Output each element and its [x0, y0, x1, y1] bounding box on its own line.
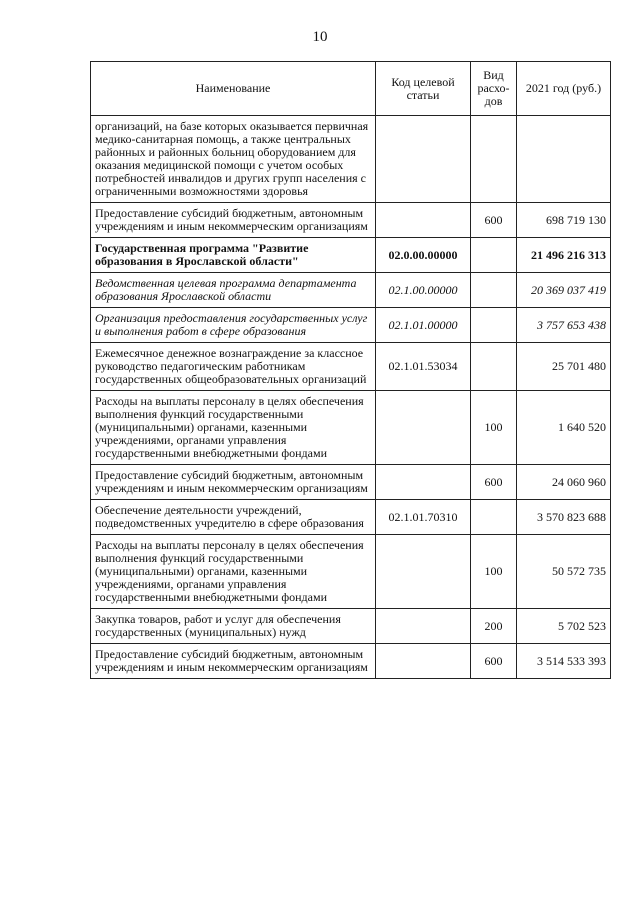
- table-row: [91, 343, 611, 391]
- table-row: [91, 391, 611, 465]
- header-type: Вид расхо-дов: [471, 62, 517, 116]
- cell-amount: [517, 116, 611, 203]
- table-row: [91, 238, 611, 273]
- cell-name: Организация предоставления государственных услуг и выполнения работ в сфере образования: [91, 308, 376, 343]
- cell-type: [471, 116, 517, 203]
- cell-code: [376, 391, 471, 465]
- budget-table: [90, 61, 611, 679]
- cell-name: Ведомственная целевая программа департамента образования Ярославской области: [91, 273, 376, 308]
- cell-amount: 20 369 037 419: [517, 273, 611, 308]
- table-row: [91, 116, 611, 203]
- table-body: [91, 116, 611, 679]
- cell-code: [376, 465, 471, 500]
- cell-type: [471, 273, 517, 308]
- cell-amount: 5 702 523: [517, 609, 611, 644]
- cell-amount: 24 060 960: [517, 465, 611, 500]
- cell-name: Государственная программа "Развитие образования в Ярославской области": [91, 238, 376, 273]
- cell-amount: 3 570 823 688: [517, 500, 611, 535]
- table-row: [91, 465, 611, 500]
- cell-amount: 3 757 653 438: [517, 308, 611, 343]
- cell-type: 600: [471, 644, 517, 679]
- table-header-row: [91, 62, 611, 116]
- cell-amount: 3 514 533 393: [517, 644, 611, 679]
- cell-name: Закупка товаров, работ и услуг для обеспечения государственных (муниципальных) нужд: [91, 609, 376, 644]
- cell-code: [376, 644, 471, 679]
- cell-code: [376, 609, 471, 644]
- cell-type: 600: [471, 465, 517, 500]
- cell-name: Обеспечение деятельности учреждений, подведомственных учредителю в сфере образования: [91, 500, 376, 535]
- cell-name: Ежемесячное денежное вознаграждение за классное руководство педагогическим работникам государственных общеобразовательных организаций: [91, 343, 376, 391]
- table-row: [91, 500, 611, 535]
- cell-code: 02.1.01.53034: [376, 343, 471, 391]
- cell-type: [471, 308, 517, 343]
- header-amount: 2021 год (руб.): [517, 62, 611, 116]
- cell-name: Расходы на выплаты персоналу в целях обеспечения выполнения функций государственными (муниципальными) органами, казенными учреждениями, органами управления государственными внебюджетными фондами: [91, 391, 376, 465]
- table-row: [91, 535, 611, 609]
- table-row: [91, 308, 611, 343]
- cell-type: 100: [471, 391, 517, 465]
- table-row: [91, 644, 611, 679]
- cell-code: 02.0.00.00000: [376, 238, 471, 273]
- cell-type: 200: [471, 609, 517, 644]
- cell-amount: 21 496 216 313: [517, 238, 611, 273]
- cell-type: 600: [471, 203, 517, 238]
- cell-code: 02.1.01.00000: [376, 308, 471, 343]
- cell-type: [471, 500, 517, 535]
- cell-amount: 1 640 520: [517, 391, 611, 465]
- cell-type: 100: [471, 535, 517, 609]
- table-row: [91, 203, 611, 238]
- page-number: 10: [312, 29, 328, 45]
- cell-code: 02.1.00.00000: [376, 273, 471, 308]
- table-row: [91, 273, 611, 308]
- cell-name: Предоставление субсидий бюджетным, автономным учреждениям и иным некоммерческим организациям: [91, 465, 376, 500]
- cell-code: [376, 116, 471, 203]
- cell-name: Предоставление субсидий бюджетным, автономным учреждениям и иным некоммерческим организациям: [91, 644, 376, 679]
- header-code: Код целевой статьи: [376, 62, 471, 116]
- cell-code: [376, 203, 471, 238]
- cell-amount: 698 719 130: [517, 203, 611, 238]
- cell-type: [471, 238, 517, 273]
- cell-type: [471, 343, 517, 391]
- cell-amount: 25 701 480: [517, 343, 611, 391]
- table-row: [91, 609, 611, 644]
- cell-name: организаций, на базе которых оказывается первичная медико-санитарная помощь, а также центральных районных и районных больниц оборудованием для оказания медицинской помощи с учетом особых потребностей инвалидов и других групп населения с ограниченными возможностями здоровья: [91, 116, 376, 203]
- cell-name: Расходы на выплаты персоналу в целях обеспечения выполнения функций государственными (муниципальными) органами, казенными учреждениями, органами управления государственными внебюджетными фондами: [91, 535, 376, 609]
- header-name: Наименование: [91, 62, 376, 116]
- cell-name: Предоставление субсидий бюджетным, автономным учреждениям и иным некоммерческим организациям: [91, 203, 376, 238]
- cell-code: [376, 535, 471, 609]
- cell-code: 02.1.01.70310: [376, 500, 471, 535]
- cell-amount: 50 572 735: [517, 535, 611, 609]
